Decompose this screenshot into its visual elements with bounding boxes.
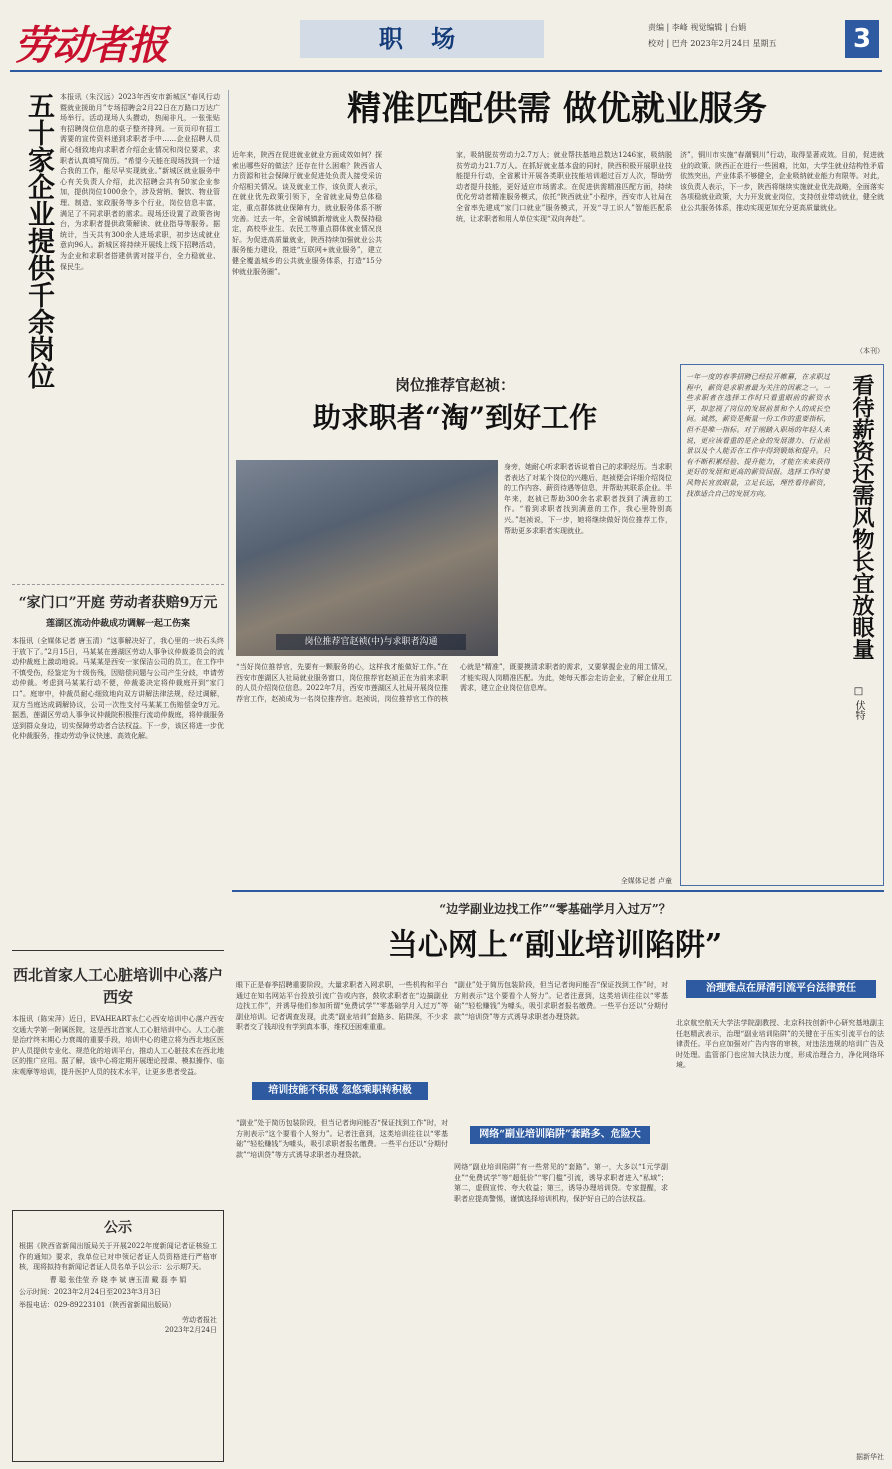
story2-body: “当好岗位推荐官，先要有一颗服务的心，这样我才能做好工作。”在西安市莲湖区人社局就业服务窗口，岗位推荐官赵祯正在为前来求职的人员介绍岗位信息。2022年7月，西安市莲湖区人社局开展岗位推荐官工作，赵祯成为一名岗位推荐官。赵祯说，岗位推荐官工作的核心就是“精准”，既要摸清求职者的需求，又要掌握企业的用工情况，才能实现人岗精准匹配。为此，她每天都会走访企业，了解企业用工需求，建立企业岗位信息库。 [236, 663, 672, 703]
left-top-headline: 五十家企业提供千余岗位 [23, 92, 54, 389]
left-top-body: 本报讯（朱汉远）2023年西安市新城区“春风行动暨就业援助月”专场招聘会2月22日在万路口万达广场举行。活动现场人头攒动，热闹非凡，一张张贴有招聘岗位信息的桌子整齐排列。一页页印有招工需要的宣传资料递到求职者手中……企业招聘人员耐心细致地向求职者介绍企业情况和岗位要求，求职者认真填写简历。“希望今天能在现场找到一个适合我的工作，能尽早实现就业。”新城区就业服务中心有关负责人介绍，此次招聘会共有50家企业参加，提供岗位1000余个，涉及营销、餐饮、物业管理、制造、家政服务等多个行业，岗位信息丰富，满足了不同求职者的需求。现场还设置了政策咨询台，为求职者提供政策解读、就业指导等服务。据统计，当天共有300余人进场求职，初步达成就业意向96人。新城区将持续开展线上线下招聘活动，为企业和求职者搭建供需对接平台，全力稳就业、保民生。 [60, 93, 220, 271]
story2-head [240, 370, 670, 458]
story3-subhead2: 网络“副业培训陷阱”套路多、危险大 [470, 1126, 650, 1144]
notice-phone: 举报电话：029-89223101（陕西省新闻出版局） [19, 1300, 176, 1309]
story3-col3: 网络“副业培训陷阱”有一些常见的“套路”。第一，大多以“1元学副业”“免费试学”等“超低价”“零门槛”引流，诱导求职者进入“私域”；第二，虚假宣传、夸大收益；第三，诱导办理培训贷。专家提醒，求职者应提高警惕，谨慎选择培训机构，保护好自己的合法权益。 [454, 1163, 668, 1203]
notice-names: 曹 聪 张佳莹 乔 晓 李 斌 唐玉清 戴 磊 李 娟 [49, 1275, 187, 1284]
notice-body: 根据《陕西省新闻出版局关于开展2022年度新闻记者证核验工作的通知》要求，我单位已对申领记者证人员资格进行严格审核，现将拟持有新闻记者证人员名单予以公示：公示期7天。 [19, 1242, 217, 1272]
editor-line: 责编 | 李峰 视觉编辑 | 台娟 [648, 23, 747, 32]
story3-col4: 北京航空航天大学法学院副教授、北京科技创新中心研究基地副主任赵精武表示，治理“副业培训陷阱”的关键在于压实引流平台的法律责任。平台应加强对广告内容的审核，对违法违规的培训广告及时处理。监管部门也应加大执法力度，形成治理合力，净化网络环境。 [676, 1019, 884, 1070]
left-mid-subheadline: 莲湖区流动仲裁成功调解一起工伤案 [45, 619, 190, 629]
proof-line: 校对 | 巴舟 2023年2月24日 星期五 [648, 39, 777, 48]
main-story-col3: 济”，铜川市实施“春潮铜川”行动，取得显著成效。目前，促进就业的政策、陕西正在进行一些困难，比如，大学生就业结构性矛盾依然突出，产业体系不够健全，企业吸纳就业能力有限等。对此，该负责人表示，下一步，陕西将继续实施就业优先战略，全面落实各项稳就业政策，大力开发就业岗位，支持创业带动就业，健全就业公共服务体系，推动实现更加充分更高质量就业。 [680, 151, 884, 212]
main-story-byline: （本刊） [856, 347, 884, 355]
left-bottom-headline: 西北首家人工心脏培训中心落户西安 [12, 966, 223, 1006]
section-title: 职 场 [378, 24, 466, 53]
story3-headline: 当心网上“副业培训陷阱” [387, 928, 723, 963]
notice-title: 公示 [104, 1220, 132, 1236]
main-headline: 精准匹配供需 做优就业服务 [347, 89, 767, 129]
story2-byline: 全媒体记者 卢童 [620, 877, 672, 885]
story2-headline: 助求职者“淘”到好工作 [312, 401, 598, 434]
masthead-rule [10, 70, 882, 72]
story3-rule [232, 890, 884, 892]
notice-box [12, 1210, 224, 1462]
story3-subhead3: 治理难点在屏清引流平台法律责任 [686, 980, 876, 998]
story3-byline: 据新华社 [856, 1453, 884, 1461]
main-story-col2: 家，吸纳脱贫劳动力2.7万人；就业帮扶基地总数达1246家，吸纳脱贫劳动力21.7万人。在抓好就业基本盘的同时，陕西积极开展职业技能提升行动，全省累计开展各类职业技能培训超过百万人次，帮助劳动者提升技能，更好适应市场需求。在促进供需精准匹配方面，持续优化劳动者精准服务模式，依托“陕西就业”小程序，西安市人社局在全省率先建成“家门口就业”服务模式，开发“寻工识人”智能匹配系统，让求职者和用人单位实现“双向奔赴”。 [456, 151, 672, 223]
divider [12, 584, 224, 585]
commentary-headline: 看待薪资还需风物长宜放眼量 [849, 374, 875, 660]
story2-kicker: 岗位推荐官赵祯： [394, 376, 515, 394]
commentary-author: □ 伏特 [853, 686, 864, 721]
main-story-col1: 近年来，陕西在促进就业就业方面成效如何？探索出哪些好的做法？还存在什么困难？陕西省人力资源和社会保障厅就业促进处负责人接受采访介绍相关情况。谈及就业工作，该负责人表示，在就业优先政策引领下，全省就业局势总体稳定，重点群体就业保障有力，就业服务体系不断完善。过去一年，全省城镇新增就业人数保持稳定，高校毕业生、农民工等重点群体就业情况良好。为促进高质量就业，陕西持续加强就业公共服务能力建设，推进“互联网+就业服务”，建立健全覆盖城乡的公共就业服务体系，打造“15分钟就业服务圈”。 [232, 151, 382, 276]
column-rule [228, 90, 229, 650]
left-bottom-body: 本报讯（陈宋萍）近日，EVAHEART永仁心西安培训中心落户西安交通大学第一附属医院，这是西北首家人工心脏培训中心。人工心脏是治疗终末期心力衰竭的重要手段，培训中心的建立将为西北地区医护人员提供专业化、规范化的培训平台，推动人工心脏技术在西北地区的推广应用。据了解，该中心将定期开展理论授课、模拟操作、临床观摩等培训，提升医护人员的技术水平，让更多患者受益。 [12, 1015, 224, 1076]
commentary-body: 一年一度的春季招聘已经拉开帷幕，在求职过程中，薪资是求职者最为关注的因素之一。一些求职者在选择工作时只看重眼前的薪资水平，却忽视了岗位的发展前景和个人的成长空间。诚然，薪资是衡量一份工作的重要指标，但不是唯一指标。对于刚踏入职场的年轻人来说，更应该看重的是企业的发展潜力、行业前景以及个人能否在工作中得到锻炼和提升。只有不断积累经验、提升能力，才能在未来获得更好的发展和更高的薪资回报。选择工作时要风物长宜放眼量，立足长远，理性看待薪资，找准适合自己的发展方向。 [686, 373, 830, 498]
story2-col-right: 身旁，她耐心听求职者诉说着自己的求职经历。当求职者表达了对某个岗位的兴趣后，赵祯便会详细介绍岗位的工作内容、薪资待遇等信息，并帮助其联系企业。半年来，赵祯已帮助300余名求职者找到了满意的工作。“看到求职者找到满意的工作，我心里特别高兴。”赵祯说，下一步，她将继续做好岗位推荐工作，帮助更多求职者实现就业。 [504, 463, 672, 535]
story3-kicker: “边学副业边找工作”“零基础学月入过万”？ [439, 902, 671, 916]
notice-date: 2023年2月24日 [164, 1326, 217, 1335]
story3-subhead1: 培训技能不积极 忽悠乘职转积极 [252, 1082, 428, 1100]
story3-col1: 眼下正是春季招聘重要阶段，大量求职者入网求职，一些机构和平台通过在知名网站平台投放引流广告或内容，鼓吹求职者在“边搞副业边找工作”，并诱导他们参加所谓“免费试学”“零基础学月入过万”等副业培训。记者调查发现，此类“副业培训”套路多、陷阱深，不少求职者交了钱却没有学到真本事，维权还困难重重。 [236, 981, 448, 1032]
page-number: 3 [845, 20, 879, 58]
story2-photo [236, 460, 498, 656]
story2-photo-caption: 岗位推荐官赵祯(中)与求职者沟通 [276, 634, 466, 650]
story3-col2: “副业”处于简历包装阶段，但当记者询问能否“保证找到工作”时，对方则表示“这个要看个人努力”。记者注意到，这类培训往往以“零基础”“轻松赚钱”为噱头，吸引求职者报名缴费。一些平台还以“分期付款”“培训贷”等方式诱导求职者办理贷款。 [454, 981, 668, 1021]
notice-org: 劳动者报社 [182, 1315, 217, 1324]
story3-col1-cont: “副业”处于简历包装阶段，但当记者询问能否“保证找到工作”时，对方则表示“这个要看个人努力”。记者注意到，这类培训往往以“零基础”“轻松赚钱”为噱头，吸引求职者报名缴费。一些平台还以“分期付款”“培训贷”等方式诱导求职者办理贷款。 [236, 1119, 448, 1159]
left-mid-headline: “家门口”开庭 劳动者获赔9万元 [18, 595, 218, 611]
notice-period: 公示时间：2023年2月24日至2023年3月3日 [19, 1288, 161, 1297]
newspaper-logo: 劳动者报 [14, 22, 166, 69]
left-mid-body: 本报讯（全媒体记者 唐玉清）“这事解决好了，我心里的一块石头终于放下了。”2月15日，马某某在莲湖区劳动人事争议仲裁委员会的流动仲裁庭上激动地说。马某某是西安一家保洁公司的员工，在工作中不慎受伤，经鉴定为十级伤残，因赔偿问题与公司产生分歧，申请劳动仲裁。考虑到马某某行动不便，仲裁委决定将仲裁庭开到“家门口”。庭审中，仲裁员耐心细致地向双方讲解法律法规，经过调解，双方当庭达成调解协议，公司一次性支付马某某工伤赔偿金9万元。据悉，莲湖区劳动人事争议仲裁院积极推行流动仲裁庭，将仲裁服务送到群众身边，切实保障劳动者合法权益。下一步，该区将进一步优化仲裁服务，推动劳动争议快速、高效化解。 [12, 637, 224, 741]
